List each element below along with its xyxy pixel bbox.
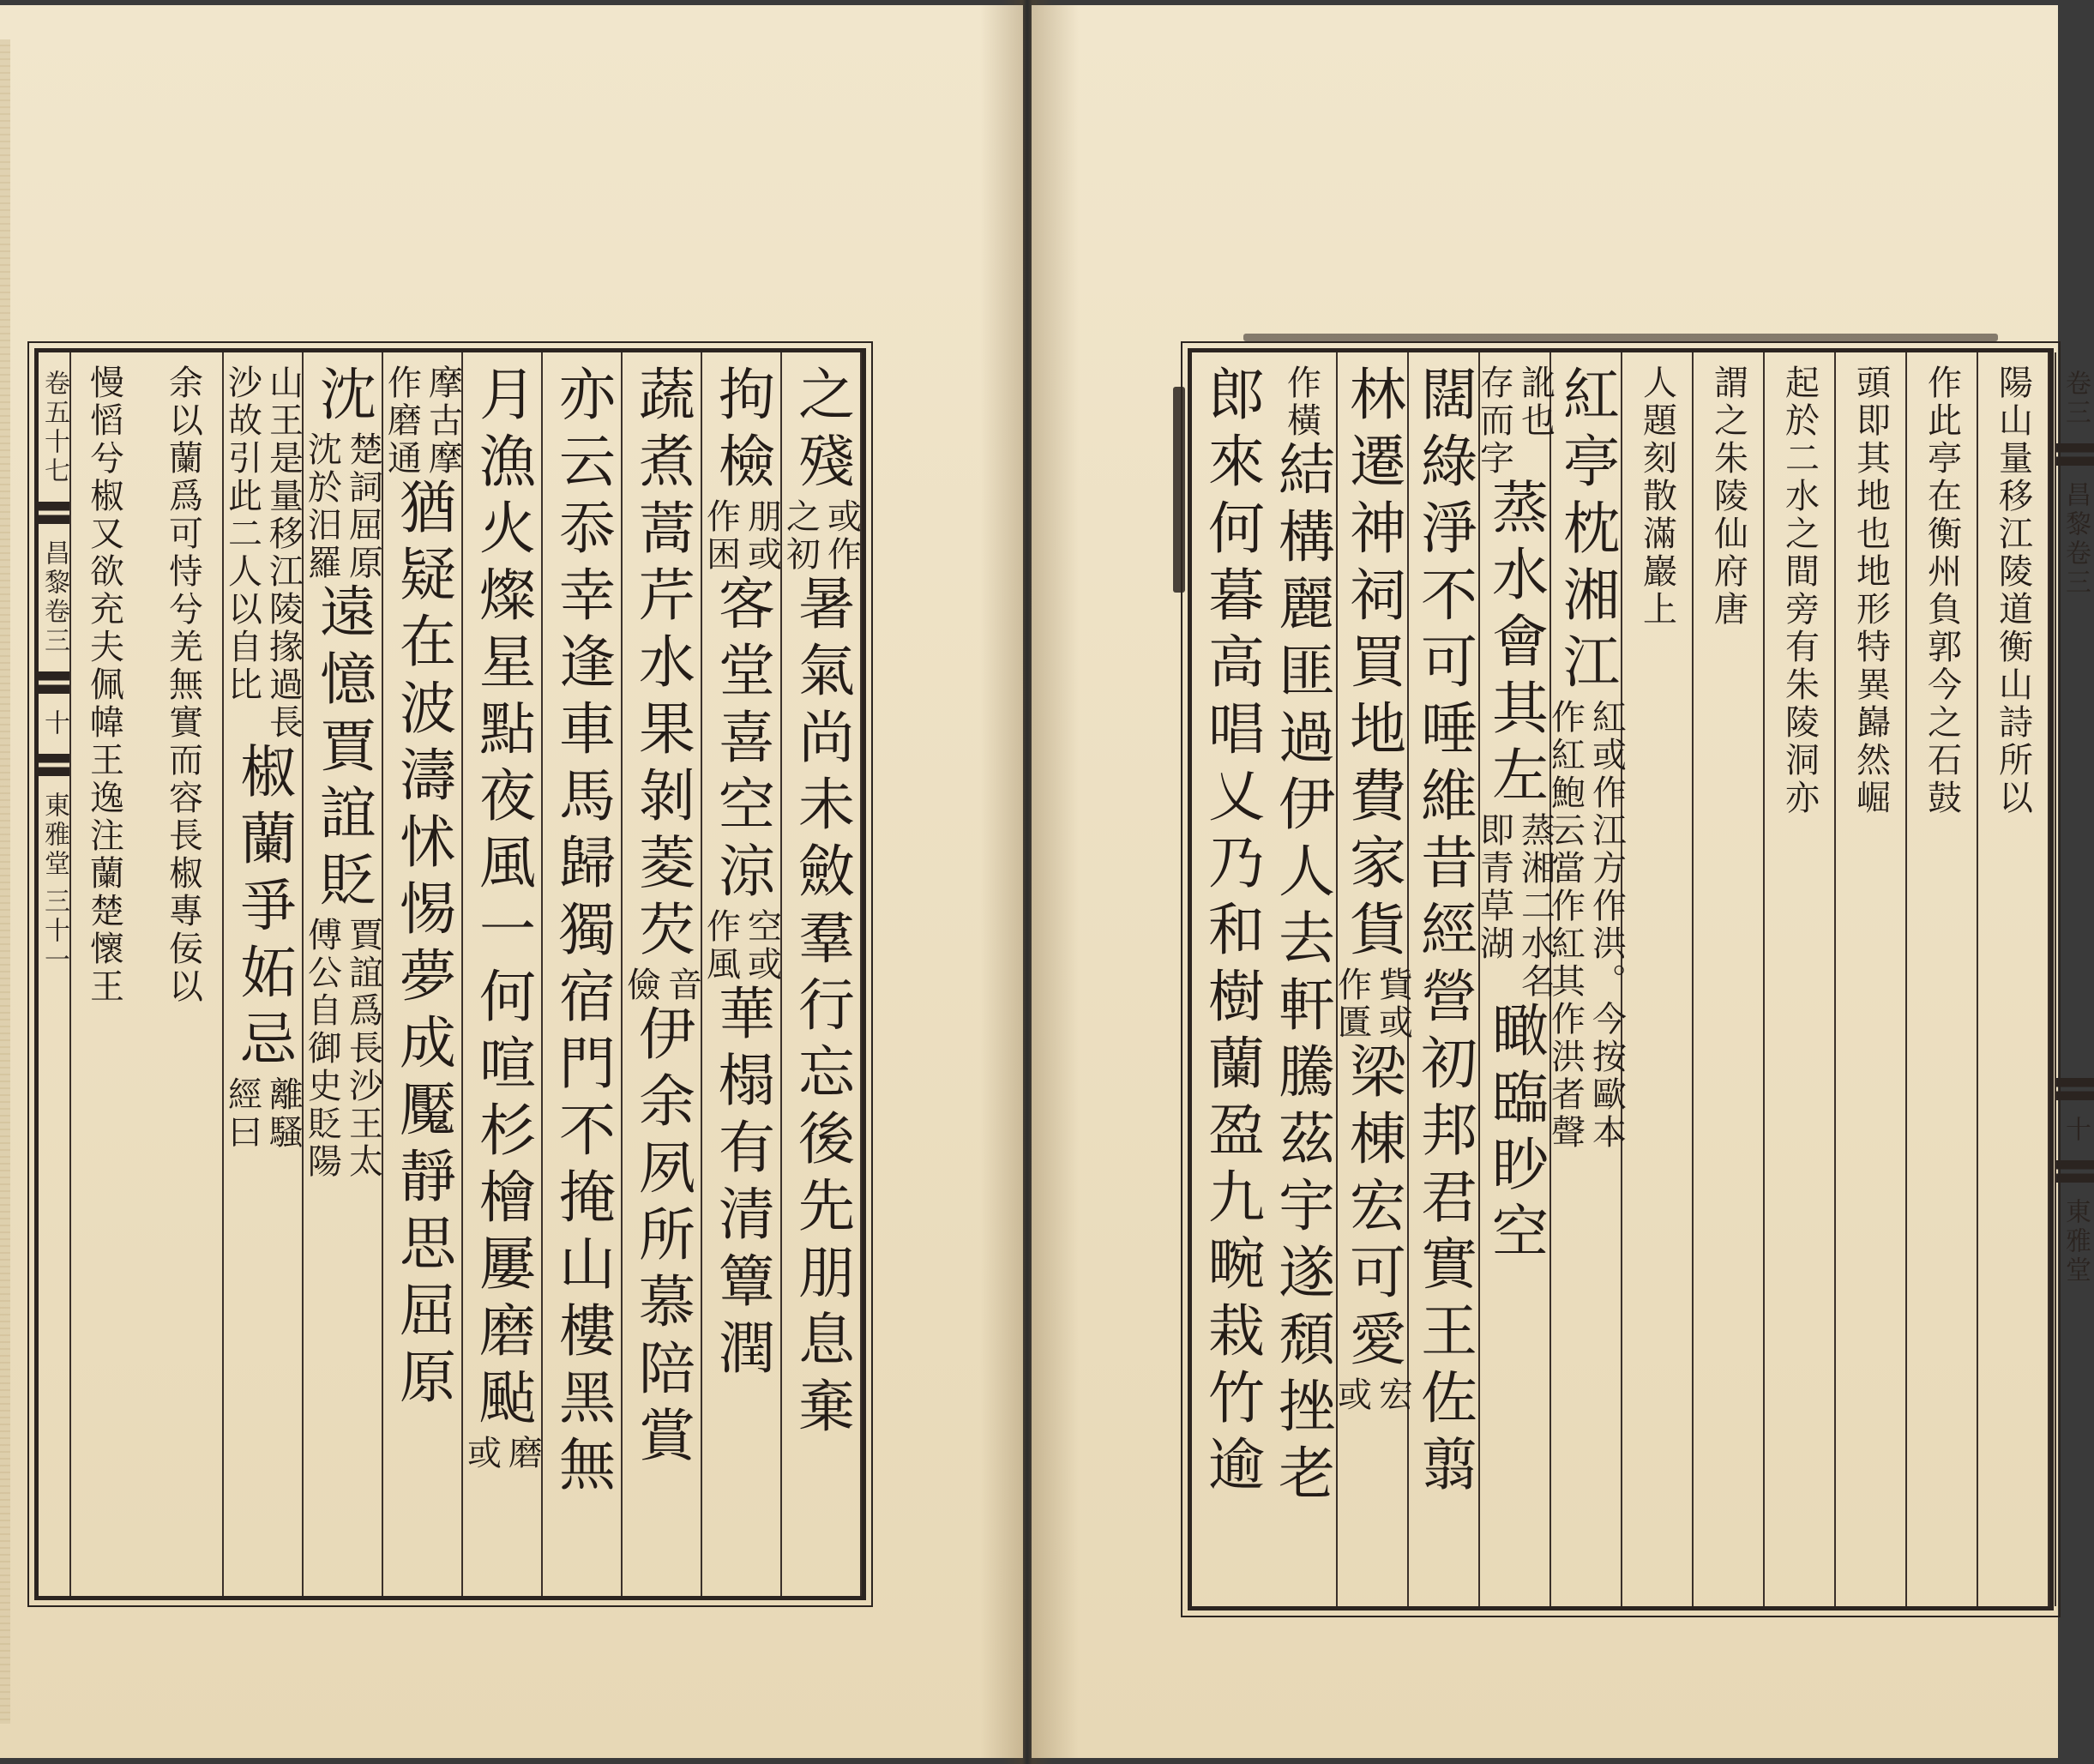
main-text: 月漁火燦星點夜風一何喧杉檜屢磨颭 [469,364,536,1435]
main-text: 客堂喜空涼 [708,574,775,908]
annotation-left-line: 沈於汨羅 [302,431,342,582]
text-column [782,352,862,1596]
annotation-pair [1332,966,1413,1042]
text-column [304,352,383,1596]
annotation-left-line: 作匱 [1332,966,1372,1042]
annotation-right-line: 楚詞屈原 [343,431,383,582]
annotation-left-line: 慢慆兮椒又欲充夫佩幃王逸注蘭楚懷王 [84,364,124,1006]
annotation-pair [222,364,304,742]
text-column [64,352,144,1596]
main-text: 蔬煮蒿芹水果剝菱芡 [629,364,695,966]
text-column [1907,352,1978,1606]
main-text: 華榻有清簟潤 [708,984,775,1385]
main-text: 紅亭枕湘江 [1553,364,1620,699]
annotation-pair [780,498,862,574]
text-column [383,352,463,1596]
publisher-name: 東雅堂 [39,792,69,879]
annotation-right-line: 空或 [742,908,782,984]
left-page [0,5,1023,1758]
annotation-left-line: 作磨通 [382,364,422,478]
annotation-pair [701,908,782,984]
text-column [1622,352,1694,1606]
leaf-number: 十 [39,709,69,738]
right-page [1032,5,2091,1758]
fish-tail-mark [2056,1160,2094,1183]
annotation-pair [1922,364,1962,817]
running-title: 昌黎卷三 [2061,481,2091,598]
annotation-right-line: 磨 [502,1435,543,1472]
annotation-right-line: 離騷 [263,1076,304,1152]
text-column [1765,352,1836,1606]
main-text: 拘檢 [708,364,775,498]
annotation-pair [621,966,702,1004]
right-block-mouth [2055,352,2094,1606]
annotation-left-line: 作困 [701,498,741,574]
annotation-pair [701,498,782,574]
annotation-left-line: 存而字 [1474,364,1514,478]
main-text: 結構麗匪過伊人去軒騰茲宇遂頹挫老 [1268,440,1335,1510]
annotation-pair [1993,364,2033,817]
annotation-right-line: 宏 [1373,1376,1413,1414]
annotation-right-line: 朋或 [742,498,782,574]
annotation-pair [1708,364,1748,629]
annotation-pair [1332,1376,1413,1414]
annotation-left-line: 儉 [621,966,661,1004]
annotation-left-line: 經曰 [222,1076,262,1152]
main-text: 暑氣尚未斂羣行忘後先朋息棄 [788,574,855,1443]
text-column [1694,352,1765,1606]
annotation-right-line: 蒸湘二水名 [1515,812,1555,1001]
ink-smudge [1173,387,1185,593]
annotation-right-line: 山王是量移江陵掾過長 [263,364,304,742]
annotation-left-line: 作此亭在衡州負郭今之石鼓 [1922,364,1962,817]
annotation-right-line: 賈誼爲長沙王太 [343,917,383,1181]
text-column [1267,352,1338,1606]
text-column [1836,352,1907,1606]
main-text: 猶疑在波濤怵惕夢成魘靜思屈原 [389,478,456,1414]
annotation-left-line: 或 [461,1435,502,1472]
text-column [623,352,702,1596]
annotation-left-line: 余以蘭爲可恃兮羌無實而容長椒專佞以 [163,364,203,1006]
annotation-left-line: 頭即其地也地形特異巋然崛 [1850,364,1891,817]
main-text: 郎來何暮高唱乂乃和樹蘭盈九畹栽竹逾 [1198,364,1265,1502]
annotation-pair [302,917,383,1181]
main-text: 梁棟宏可愛 [1339,1042,1406,1376]
text-column [463,352,543,1596]
running-title: 昌黎卷三 [39,539,69,656]
page-edge [0,39,10,1724]
left-text-block [34,348,866,1600]
text-column [1474,352,1555,1606]
text-column [702,352,782,1596]
annotation-left-line: 作紅鮑云當作紅其作洪者聲 [1545,699,1586,1152]
annotation-left-line: 作風 [701,908,741,984]
annotation-pair [222,1076,304,1152]
annotation-right-line: 音 [662,966,702,1004]
annotation-pair [1474,364,1555,478]
main-text: 沈 [310,364,376,431]
annotation-left-line: 之初 [780,498,821,574]
text-column [1332,352,1413,1606]
text-column [1409,352,1480,1606]
annotation-pair [84,364,124,1006]
text-column [1978,352,2049,1606]
fish-tail-mark [2056,443,2094,466]
text-column [224,352,304,1596]
main-text: 蒸水會其左 [1482,478,1549,812]
main-text: 瞰臨眇空 [1482,1001,1549,1268]
publisher-name: 東雅堂 [2061,1198,2091,1285]
annotation-pair [1474,812,1555,1001]
text-column [1545,352,1627,1606]
main-text: 遠憶賈誼貶 [310,582,376,917]
annotation-left-line: 謂之朱陵仙府唐 [1708,364,1748,629]
annotation-right-line: 貲或 [1373,966,1413,1042]
leaf-number: 十 [2061,1116,2091,1145]
annotation-left-line: 起於二水之間旁有朱陵洞亦 [1779,364,1820,817]
annotation-pair [461,1435,543,1472]
main-text: 亦云忝幸逢車馬歸獨宿門不掩山樓黑無 [549,364,616,1502]
annotation-pair [382,364,463,478]
leaf-tail-number: 三十一 [39,888,69,975]
folio-label: 卷三 [2061,370,2091,428]
text-column [1195,352,1267,1606]
text-column [144,352,224,1596]
annotation-left-line: 或 [1332,1376,1372,1414]
annotation-right-line: 紅或作江方作洪。今按歐本 [1586,699,1627,1152]
main-text: 林遷神祠買地費家貨 [1339,364,1406,966]
fish-tail-mark [2056,1078,2094,1100]
annotation-right-line: 摩古摩 [423,364,463,478]
annotation-left-line: 傅公自御史貶陽 [302,917,342,1181]
main-text: 之殘 [788,364,855,498]
annotation-pair [1281,364,1321,440]
annotation-left-line: 沙故引此二人以自比 [222,364,262,704]
annotation-left-line: 即青草湖 [1474,812,1514,963]
text-column [543,352,623,1596]
ink-smudge [1243,334,1998,341]
annotation-pair [163,364,203,1006]
annotation-left-line: 陽山量移江陵道衡山詩所以 [1993,364,2033,817]
annotation-pair [1779,364,1820,817]
folio-label: 卷五十七 [39,370,69,486]
annotation-pair [1637,364,1677,629]
right-text-block [1188,348,2091,1610]
annotation-pair [302,431,383,582]
main-text: 闊綠淨不可唾維昔經營初邦君實王佐翦 [1411,364,1477,1502]
annotation-pair [1545,699,1627,1152]
annotation-pair [1850,364,1891,817]
annotation-right-line: 訛也 [1515,364,1555,440]
annotation-left-line: 作橫 [1281,364,1321,440]
main-text: 椒蘭爭妬忌 [230,742,297,1076]
annotation-left-line: 人題刻散滿巖上 [1637,364,1677,629]
annotation-right-line: 或作 [821,498,862,574]
main-text: 伊余夙所慕陪賞 [629,1004,695,1472]
